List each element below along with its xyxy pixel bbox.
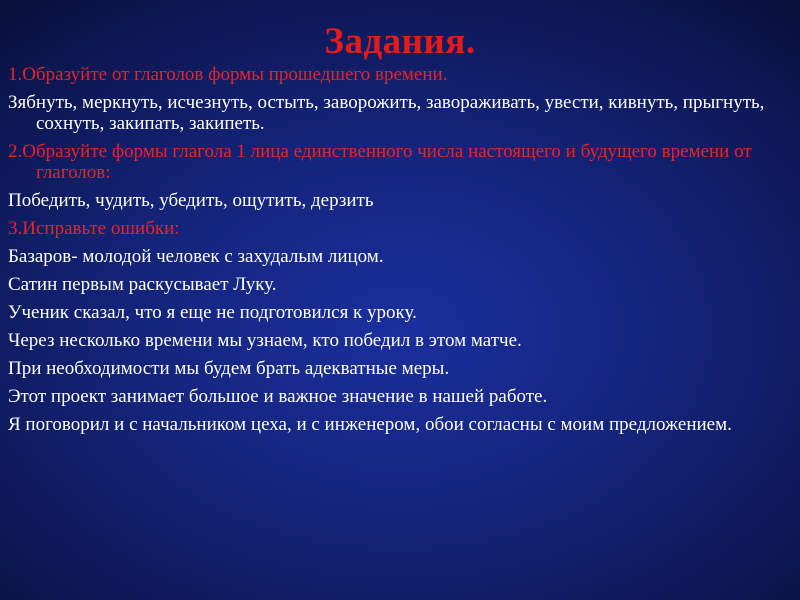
error-sentence-6: Этот проект занимает большое и важное значение в нашей работе. [8,386,548,407]
error-sentence-7: Я поговорил и с начальником цеха, и с инженером, обои согласны с моим предложением. [8,414,732,435]
task-3-heading: 3.Исправьте ошибки: [8,218,180,239]
error-sentence-3: Ученик сказал, что я еще не подготовился к уроку. [8,302,417,323]
error-sentence-5: При необходимости мы будем брать адекватные меры. [8,358,450,379]
task-1-heading: 1.Образуйте от глаголов формы прошедшего времени. [8,64,448,85]
slide-content [8,64,792,442]
error-sentence-2: Сатин первым раскусывает Луку. [8,274,277,295]
error-sentence-4: Через несколько времени мы узнаем, кто победил в этом матче. [8,330,522,351]
error-sentence-1: Базаров- молодой человек с захудалым лицом. [8,246,384,267]
task-1-verbs: Зябнуть, меркнуть, исчезнуть, остыть, заворожить, завораживать, увести, кивнуть, прыгнуть, сохнуть, закипать, закипеть. [8,92,765,134]
task-2-verbs: Победить, чудить, убедить, ощутить, дерзить [8,190,374,211]
task-2-heading: 2.Образуйте формы глагола 1 лица единственного числа настоящего и будущего времени от глаголов: [8,141,752,183]
slide-title: Задания. [324,21,476,62]
